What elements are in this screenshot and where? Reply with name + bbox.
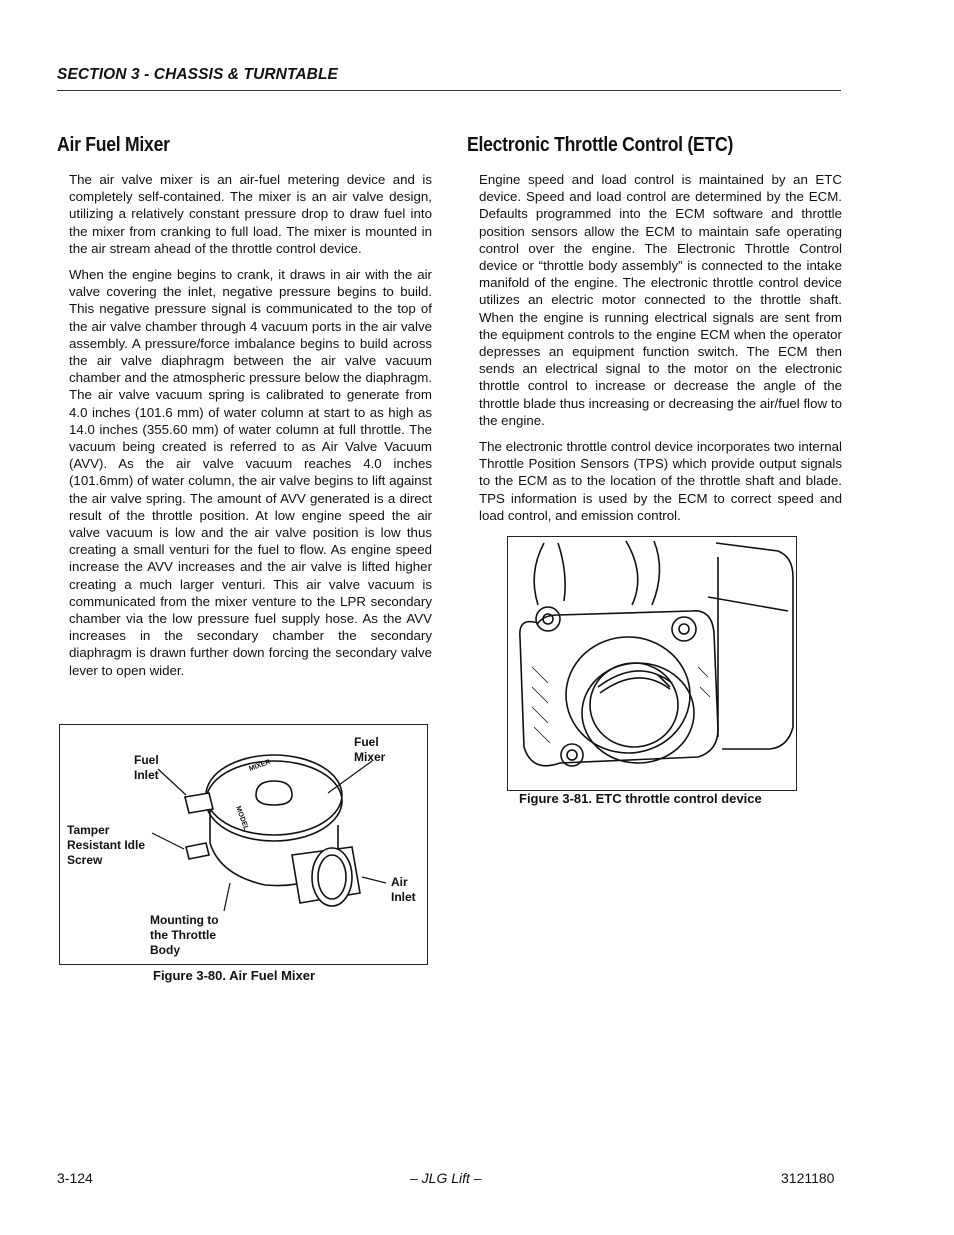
page-number: 3-124 [57, 1170, 93, 1186]
right-paragraph-2: The electronic throttle control device incorporates two internal Throttle Position Sensors (TPS) which provide output signals to the ECM as to the location of the throttle shaft and blade. TPS information is used by the ECM to correct speed and load control, and emission control. [479, 439, 842, 523]
footer-brand: – JLG Lift – [410, 1170, 482, 1186]
etc-heading: Electronic Throttle Control (ETC) [467, 134, 734, 156]
left-paragraph-1: The air valve mixer is an air-fuel metering device and is completely self-contained. The mixer is an air valve design, utilizing a relatively constant pressure drop to draw fuel into the mixer from cranking to full load. The mixer is mounted in the air stream ahead of the throttle control device. [69, 172, 432, 256]
air-fuel-mixer-figure [59, 724, 428, 965]
figure-3-80-caption: Figure 3-80. Air Fuel Mixer [153, 968, 316, 983]
svg-text:MODEL: MODEL [234, 805, 250, 832]
right-column [467, 134, 842, 533]
left-column [57, 134, 432, 688]
right-paragraph-1: Engine speed and load control is maintained by an ETC device. Speed and load control are determined by the ECM. Defaults programmed into the ECM software and throttle position sensors allow the ECM to maintain safe operating control over the engine. The Electronic Throttle Control device or “throttle body assembly” is connected to the intake manifold of the engine. The electronic throttle control device utilizes an electric motor connected to the throttle shaft. When the engine is running electrical signals are sent from the equipment controls to the engine ECM when the operator depresses an equipment function switch. The ECM then sends an electrical signal to the motor on the electronic throttle control to increase or decrease the angle of the throttle blade thus increasing or decreasing the air/fuel flow to the engine. [479, 172, 842, 428]
svg-text:MIXER: MIXER [248, 758, 272, 773]
air-fuel-mixer-heading: Air Fuel Mixer [57, 134, 170, 156]
air-inlet-label: Air Inlet [391, 875, 416, 904]
etc-throttle-figure [507, 536, 797, 791]
mounting-label: Mounting to the Throttle Body [150, 913, 219, 957]
fuel-inlet-label: Fuel Inlet [134, 753, 159, 782]
header-rule [57, 90, 841, 91]
document-number: 3121180 [781, 1170, 835, 1186]
fuel-mixer-label: Fuel Mixer [354, 735, 386, 764]
figure-3-81-caption: Figure 3-81. ETC throttle control device [519, 791, 762, 806]
left-paragraph-2: When the engine begins to crank, it draws in air with the air valve covering the inlet, negative pressure begins to build. This negative pressure signal is communicated to the top of the air valve chamber through 4 vacuum ports in the air valve assembly. A pressure/force imbalance begins to build across the air valve diaphragm between the air valve vacuum chamber and the atmospheric pressure below the diaphragm. The air valve vacuum spring is calibrated to generate from 4.0 inches (101.6 mm) of water column at start to as high as 14.0 inches (355.60 mm) of water column at full throttle. The vacuum being created is referred to as Air Valve Vacuum (AVV). As the air valve vacuum reaches 4.0 inches (101.6mm) of water column, the air valve begins to lift against the air valve spring. The amount of AVV generated is a direct result of the throttle position. At low engine speed the air valve vacuum is low and the air valve position is low thus creating a small venturi for the fuel to flow. As engine speed increase the AVV increases and the air valve is lifted higher creating a much larger venturi. This air valve vacuum is communicated from the mixer venture to the LPR secondary chamber via the low pressure fuel supply hose. As the AVV increases in the secondary chamber the secondary diaphragm is drawn further down forcing the secondary valve lever to open wider. [69, 267, 432, 678]
etc-throttle-drawing [508, 537, 796, 790]
tamper-resistant-idle-screw-label: Tamper Resistant Idle Screw [67, 823, 146, 867]
section-header: SECTION 3 - CHASSIS & TURNTABLE [57, 66, 338, 83]
